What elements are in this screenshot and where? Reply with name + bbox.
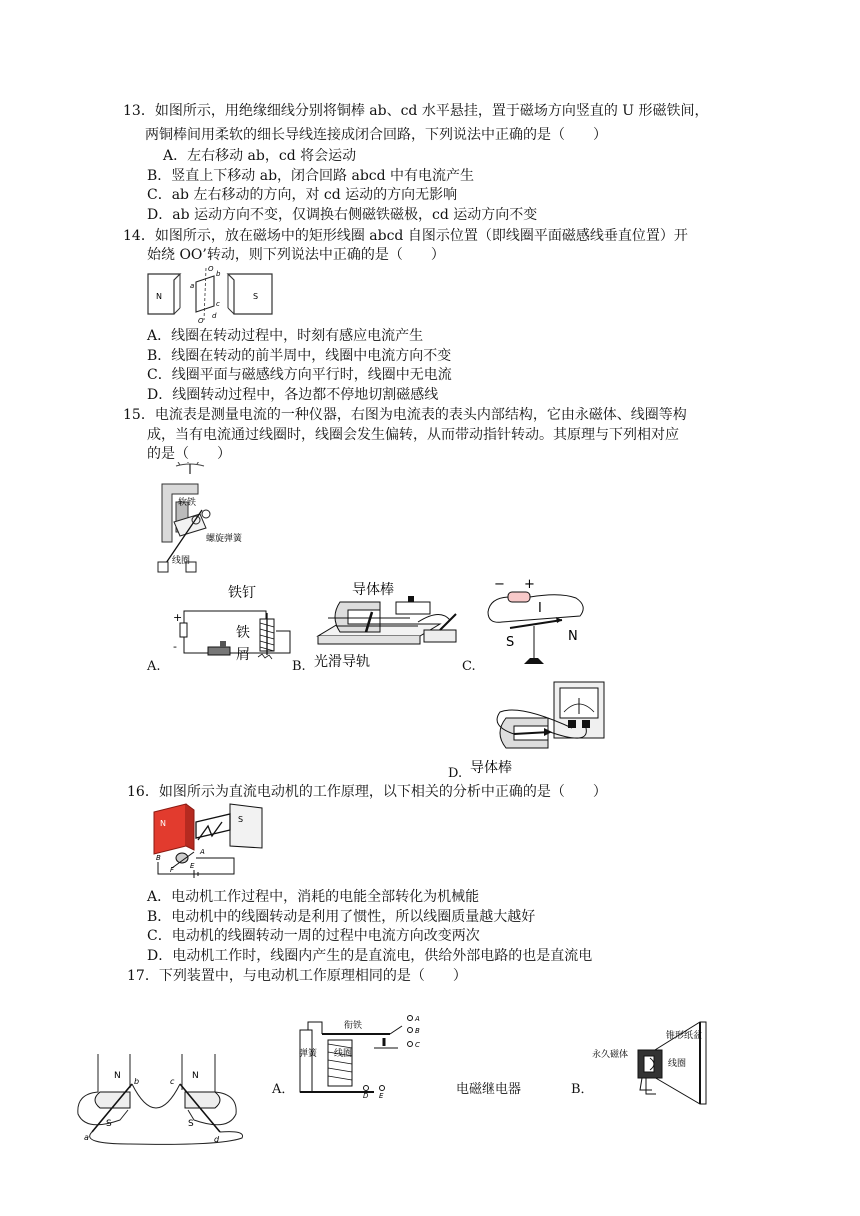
q13-option-a: A．左右移动 ab，cd 将会运动 [163,148,357,164]
q16-a-label: A [200,848,205,856]
q15-b-rail-label: 光滑导轨 [314,654,370,670]
q15-option-a-letter: A. [147,659,161,674]
q17-a-spring-label: 弹簧 [299,1049,318,1059]
q17-speaker-figure [588,1016,728,1110]
q15-option-b-figure [300,578,465,670]
q15-stem-line1: 15．电流表是测量电流的一种仪器，右图为电流表的表头内部结构，它由永磁体、线圈等构 [123,407,687,423]
q15-a-nail-label: 铁钉 [228,585,256,601]
q17-stem: 17．下列装置中，与电动机工作原理相同的是（ ） [127,968,467,984]
q15-option-b-letter: B. [292,659,306,674]
q15-c-plus: + [524,577,535,592]
q16-option-d: D．电动机工作时，线圈内产生的是直流电，供给外部电路的也是直流电 [147,948,593,964]
q17-b-coil-label: 线圈 [668,1059,687,1069]
q13-option-c: C．ab 左右移动的方向，对 cd 运动的方向无影响 [147,187,458,203]
q17-s1-label: S [106,1119,112,1129]
q13-stem-line1: 13．如图所示，用绝缘细线分别将铜棒 ab、cd 水平悬挂，置于磁场方向竖直的 U 形磁铁间， [123,103,709,119]
q14-coil-figure [140,262,280,324]
q17-c-label: c [170,1077,175,1086]
q14-option-b: B．线圈在转动的前半周中，线圈中电流方向不变 [147,348,452,364]
q15-soft-iron-label: 软铁 [178,498,197,508]
q17-n1-label: N [114,1071,121,1081]
q14-option-a: A．线圈在转动过程中，时刻有感应电流产生 [147,328,424,344]
q15-c-minus: − [494,577,505,592]
q13-option-d: D．ab 运动方向不变，仅调换右侧磁铁磁极，cd 运动方向不变 [147,207,538,223]
q14-stem-line1: 14．如图所示，放在磁场中的矩形线圈 abcd 自图示位置（即线圈平面磁感线垂直位置）开 [123,228,688,244]
q14-stem-line2: 始绕 OO’转动，则下列说法中正确的是（ ） [147,247,445,263]
q15-option-a-figure [168,583,293,665]
q14-o-top: O [208,265,214,273]
q17-a-point-d: D [363,1092,369,1098]
q15-stem-line2: 成，当有电流通过线圈时，线圈会发生偏转，从而带动指针转动。其原理与下列相对应 [147,427,679,443]
q17-b-cone-label: 锥形纸盆 [666,1031,703,1041]
q16-f-label: F [170,866,175,874]
q14-o-bottom: O [198,317,204,324]
q17-b-label: b [134,1077,140,1086]
q17-s2-label: S [188,1119,194,1129]
q13-stem-line2: 两铜棒间用柔软的细长导线连接成闭合回路，下列说法中正确的是（ ） [145,127,607,143]
q17-a-point-e: E [379,1092,384,1098]
q15-stem-line3: 的是（ ） [147,446,231,462]
q17-n2-label: N [192,1071,199,1081]
q15-a-filings-label-1: 铁 [236,625,250,641]
q15-ammeter-figure [140,462,248,580]
q17-d-label: d [214,1135,220,1144]
q15-option-c-figure [480,576,595,668]
q13-option-b: B．竖直上下移动 ab，闭合回路 abcd 中有电流产生 [147,168,475,184]
q16-n-label: N [160,819,166,828]
q17-b-magnet-label: 永久磁体 [592,1050,629,1060]
q17-a-point-a: A [415,1015,420,1023]
q15-option-d-figure [470,676,610,776]
q16-s-label: S [238,815,244,824]
q16-motor-figure [150,800,275,880]
q16-stem: 16．如图所示为直流电动机的工作原理，以下相关的分析中正确的是（ ） [127,784,607,800]
q17-a-point-c: C [415,1041,420,1049]
q15-a-plus: + [173,611,183,624]
q15-c-s-label: S [506,635,515,650]
q15-a-minus: - [173,640,177,653]
q14-a-label: a [190,282,195,290]
q14-option-d: D．线圈转动过程中，各边都不停地切割磁感线 [147,387,439,403]
q16-option-a: A．电动机工作过程中，消耗的电能全部转化为机械能 [147,889,480,905]
q17-two-magnets-figure [70,1052,245,1146]
q14-c-label: c [216,300,220,308]
q15-c-i-label: I [538,601,542,616]
q15-option-d-letter: D. [448,766,463,781]
q15-c-n-label: N [568,629,578,644]
q14-d-label: d [212,312,217,320]
q14-option-c: C．线圈平面与磁感线方向平行时，线圈中无电流 [147,367,452,383]
q15-spring-label: 螺旋弹簧 [206,534,243,544]
q17-a-label: a [84,1133,89,1142]
q14-n-label: N [156,292,162,301]
q16-b-label: B [156,854,161,862]
q15-option-c-letter: C. [462,659,476,674]
q14-s-label: S [253,292,259,301]
q17-a-point-b: B [415,1027,420,1035]
q15-coil-label: 线圈 [172,556,191,566]
q17-option-a-caption: 电磁继电器 [456,1082,522,1097]
q17-option-b-letter: B． [571,1082,594,1097]
q16-e-label: E [190,862,195,870]
q15-d-rod-label: 导体棒 [470,760,512,776]
q15-a-filings-label-2: 屑 [236,647,250,663]
q17-relay-figure [294,1012,424,1098]
q16-option-b: B．电动机中的线圈转动是利用了惯性，所以线圈质量越大越好 [147,909,536,925]
q17-a-armature-label: 衔铁 [344,1021,363,1031]
q15-b-rod-label: 导体棒 [352,582,394,598]
q17-a-coil-label: 线圈 [334,1049,353,1059]
q17-option-a-letter: A． [272,1082,295,1097]
q16-option-c: C．电动机的线圈转动一周的过程中电流方向改变两次 [147,928,480,944]
q14-b-label: b [216,270,221,278]
